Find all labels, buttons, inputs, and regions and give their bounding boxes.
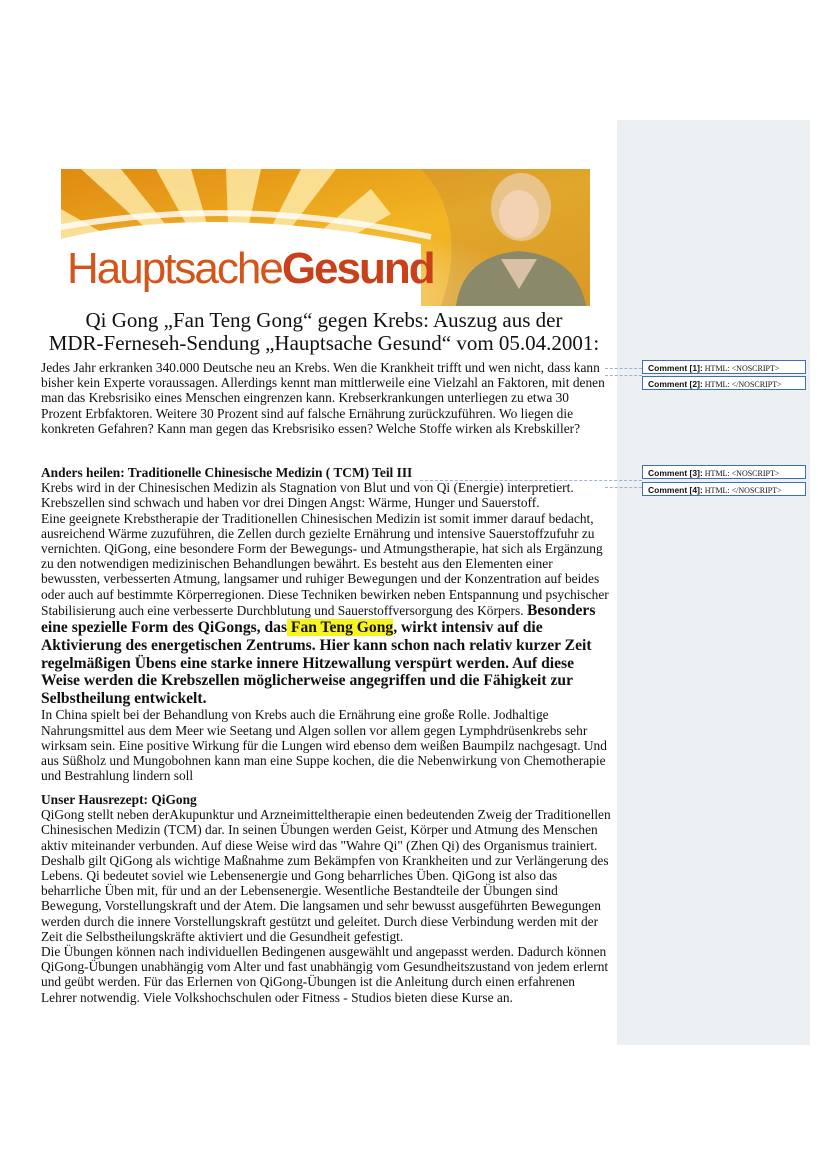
bold-before: Besonders eine spezielle Form des QiGongs, das	[41, 601, 596, 637]
section-hausrezept-heading: Unser Hausrezept: QiGong	[41, 792, 197, 807]
comment-text: HTML: </NOSCRIPT>	[704, 486, 782, 495]
comment-leader-1	[605, 368, 642, 369]
logo-word-hauptsache: Hauptsache	[67, 244, 282, 293]
section-tcm-heading: Anders heilen: Traditionelle Chinesische Medizin ( TCM) Teil III	[41, 465, 413, 480]
comment-label: Comment [2]:	[648, 379, 703, 389]
section-tcm-paragraph-2	[41, 511, 611, 708]
show-banner	[61, 169, 590, 306]
title-line-2: MDR-Ferneseh-Sendung „Hauptsache Gesund“ vom 05.04.2001:	[48, 331, 600, 355]
comment-leader-3	[420, 480, 642, 481]
section-tcm	[41, 465, 611, 783]
comment-text: HTML: <NOSCRIPT>	[704, 364, 780, 373]
comment-text: HTML: <NOSCRIPT>	[704, 469, 780, 478]
bold-after: , wirkt intensiv auf die Aktivierung des energetischen Zentrums. Hier kann schon nach relativ kurzer Zeit regelmäßigen Übens eine starke innere Hitzewallung verspürt werden. Auf diese Weise werden die Krebszellen möglicherweise angegriffen und die Fähigkeit zur Selbstheilung entwickelt.	[41, 619, 592, 707]
logo-word-gesund: Gesund	[281, 244, 434, 293]
comment-leader-2	[605, 375, 642, 376]
section-tcm-paragraph-3: In China spielt bei der Behandlung von Krebs auch die Ernährung eine große Rolle. Jodhaltige Nahrungsmittel aus dem Meer wie Seetang und Algen sollen vor allem gegen Lymphdrüsenkrebs sehr wirksam sein. Eine positive Wirkung für die Lungen wird ebenso dem weißen Baumpilz nachgesagt. Und aus Süßholz und Mungobohnen kann man eine Suppe kochen, die die Nebenwirkung von Chemotherapie und Bestrahlung lindern soll	[41, 707, 607, 784]
comment-label: Comment [1]:	[648, 363, 703, 373]
section-hausrezept-paragraph-2: Die Übungen können nach individuellen Bedingenen ausgewählt und angepasst werden. Dadurch können QiGong-Übungen unabhängig vom Alter und fast unabhängig vom Gesundheitszustand von jedem erlernt und geübt werden. Für das Erlernen von QiGong-Übungen ist die Anleitung durch einen erfahrenen Lehrer notwendig. Viele Volkshochschulen oder Fitness - Studios bieten diese Kurse an.	[41, 944, 609, 1005]
title-line-1: Qi Gong „Fan Teng Gong“ gegen Krebs: Auszug aus der	[85, 308, 563, 332]
comment-label: Comment [4]:	[648, 485, 703, 495]
section-tcm-paragraph-1: Krebs wird in der Chinesischen Medizin als Stagnation von Blut und von Qi (Energie) interpretiert. Krebszellen sind schwach und haben vor drei Dingen Angst: Wärme, Hunger und Sauerstoff.	[41, 480, 574, 511]
comment-text: HTML: </NOSCRIPT>	[704, 380, 782, 389]
intro-block	[41, 360, 611, 436]
banner-logo-text	[67, 244, 434, 293]
comment-balloon-2[interactable]	[642, 376, 806, 390]
highlighted-fan-teng-gong: Fan Teng Gong	[287, 619, 394, 637]
comment-balloon-3[interactable]	[642, 465, 806, 479]
comment-leader-4	[605, 487, 642, 488]
comment-label: Comment [3]:	[648, 468, 703, 478]
section-hausrezept	[41, 792, 611, 1005]
comment-balloon-4[interactable]	[642, 482, 806, 496]
intro-paragraph: Jedes Jahr erkranken 340.000 Deutsche neu an Krebs. Wen die Krankheit trifft und wen nicht, dass kann bisher kein Experte voraussagen. Allerdings kennt man mittlerweile eine Vielzahl an Faktoren, mit denen man das Krebsrisiko eines Menschen eingrenzen kann. Krebserkrankungen unterliegen zu etwa 30 Prozent Erbfaktoren. Weitere 30 Prozent sind auf falsche Ernährung zurückzuführen. Wo liegen die konkreten Gefahren? Kann man gegen das Krebsrisiko essen? Welche Stoffe wirken als Krebskiller?	[41, 360, 605, 436]
section-hausrezept-paragraph-1: QiGong stellt neben derAkupunktur und Arzneimitteltherapie einen bedeutenden Zweig der Traditionellen Chinesischen Medizin (TCM) dar. In seinen Übungen werden Geist, Körper und Atmung des Menschen aktiv miteinander verbunden. Auf diese Weise wird das "Wahre Qi" (Zhen Qi) des Organismus trainiert. Deshalb gilt QiGong als wichtige Maßnahme zum Bekämpfen von Krankheiten und zur Verlängerung des Lebens. Qi bedeutet soviel wie Lebensenergie und Gong beharrliches Üben. QiGong ist also das beharrliche Üben mit, für und an der Lebensenergie. Wesentliche Bestandteile der Übungen sind Bewegung, Vorstellungskraft und der Atem. Die langsamen und sehr bewusst ausgeführten Bewegungen werden durch die innere Vorstellungskraft gestützt und geleitet. Durch diese Verbindung werden mit der Zeit die Selbstheilungskräfte aktiviert und die Gesundheit gefestigt.	[41, 807, 611, 944]
comment-pane	[617, 120, 810, 1045]
comment-balloon-1[interactable]	[642, 360, 806, 374]
page-title	[40, 309, 608, 355]
section-tcm-paragraph-2-text: Eine geeignete Krebstherapie der Traditionellen Chinesischen Medizin ist somit immer darauf bedacht, ausreichend Wärme zuzuführen, die Zellen durch gezielte Ernährung und intensive Sauerstoffzufuhr zu vernichten. QiGong, eine besondere Form der Bewegungs- und Atmungstherapie, hat sich als Ergänzung zu den notwendigen medizinischen Behandlungen bewährt. Es besteht aus den Elementen einer bewussten, verbesserten Atmung, langsamer und ruhiger Bewegungen und der Konzentration auf beides oder auch auf bestimmte Körperregionen. Diese Techniken bewirken neben Entspannung und psychischer Stabilisierung auch eine verbesserte Durchblutung und Sauerstoffversorgung des Körpers.	[41, 510, 609, 618]
